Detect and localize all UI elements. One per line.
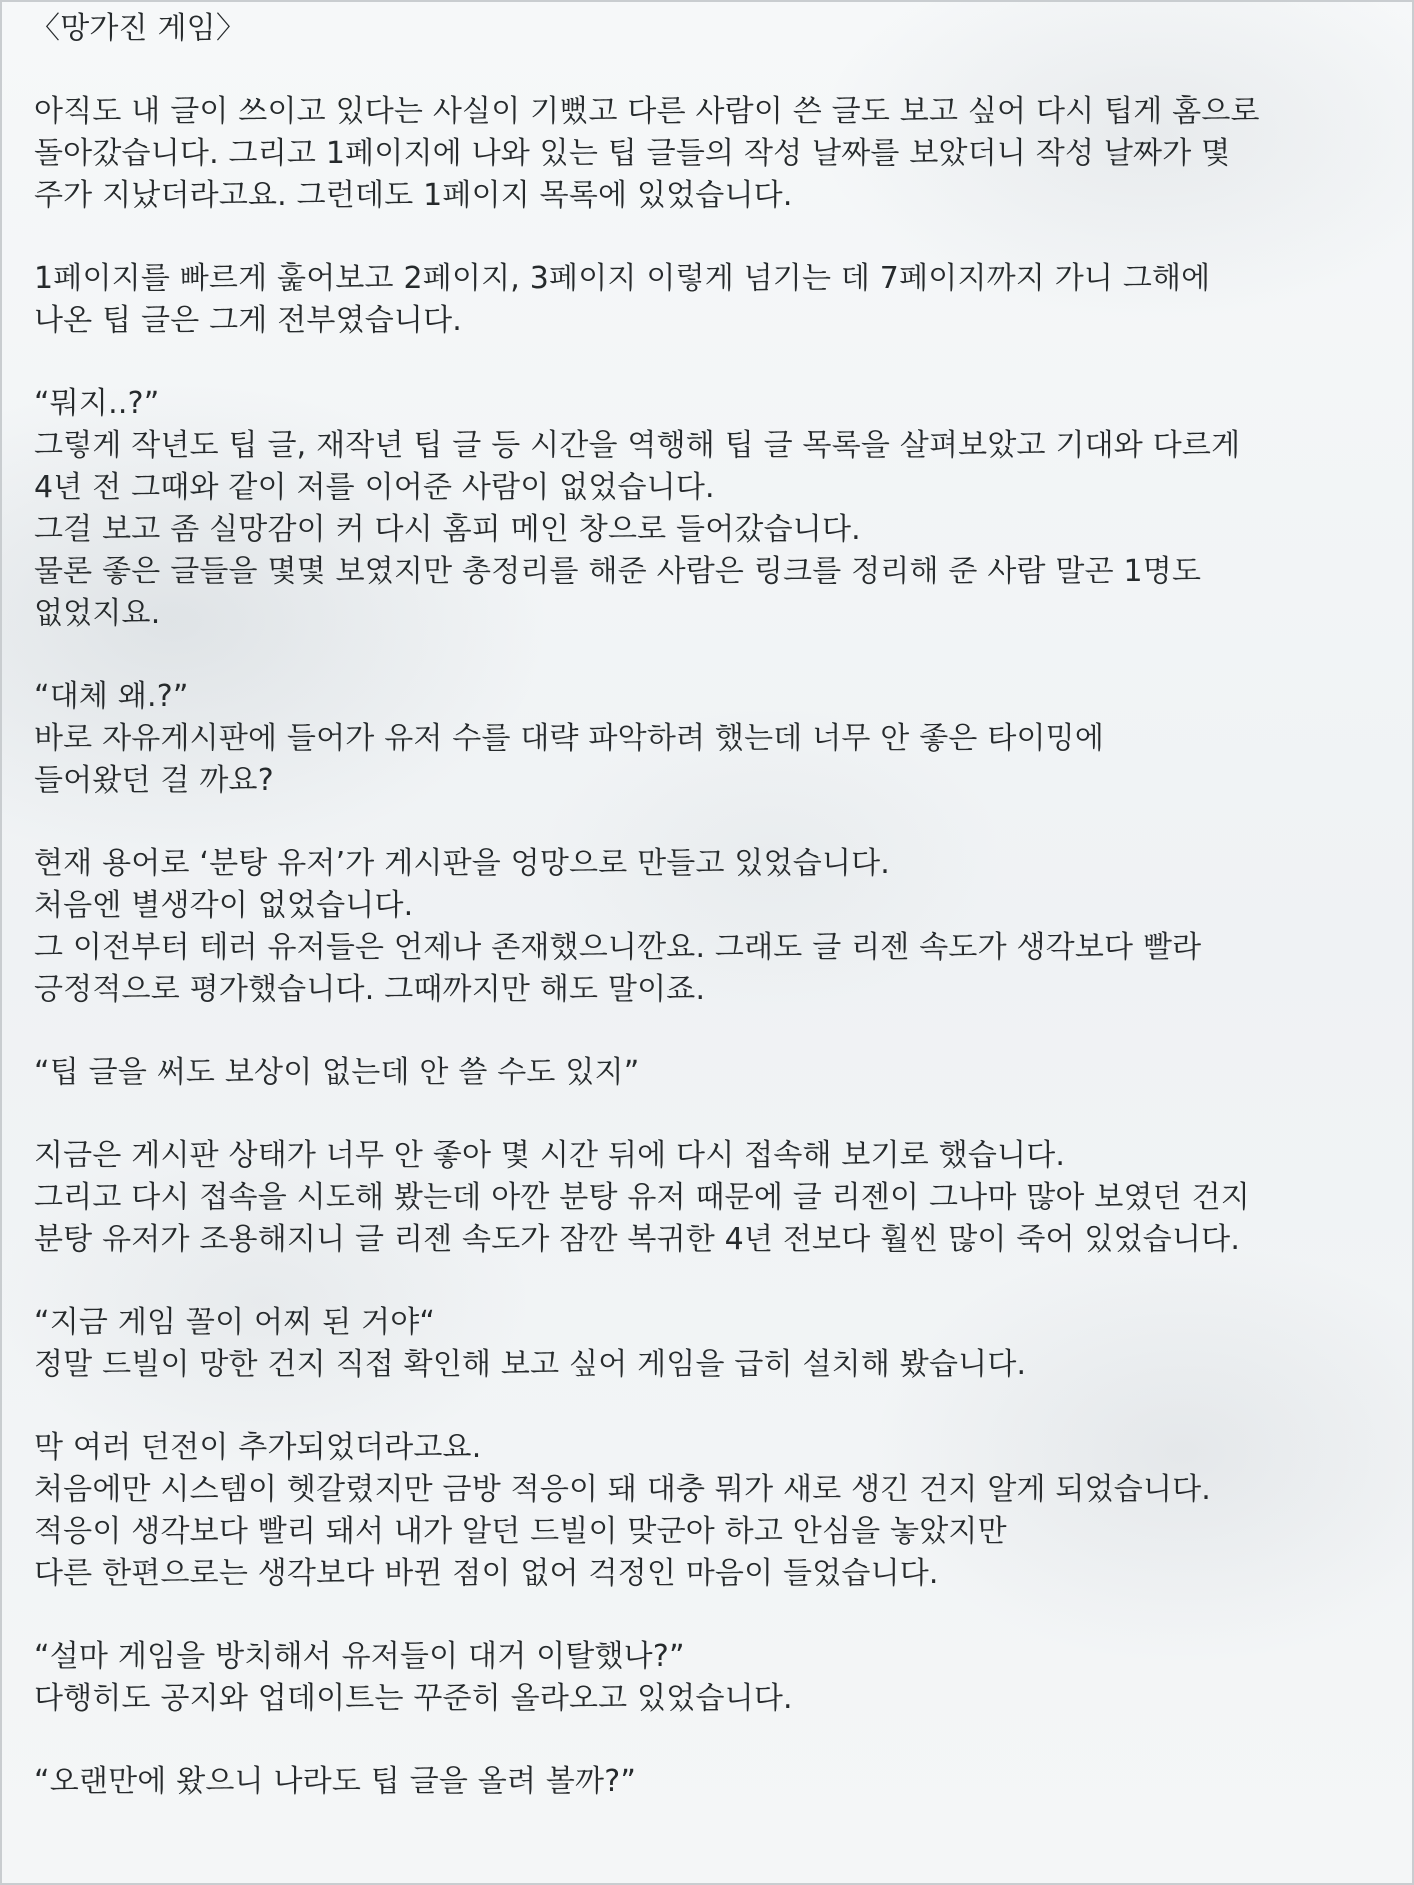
dialogue-line: “지금 게임 꼴이 어찌 된 거야“ — [34, 1305, 436, 1340]
text-line: 아직도 내 글이 쓰이고 있다는 사실이 기뻤고 다른 사람이 쓴 글도 보고 싶어 다시 팁게 홈으로 — [34, 94, 1260, 129]
paragraph — [34, 1761, 1394, 1803]
dialogue-line: “대체 왜.?” — [34, 679, 189, 714]
text-line: 그걸 보고 좀 실망감이 커 다시 홈피 메인 창으로 들어갔습니다. — [34, 512, 861, 547]
paragraph-gap — [34, 342, 1394, 383]
text-line: 다른 한편으로는 생각보다 바뀐 점이 없어 걱정인 마음이 들었습니다. — [34, 1556, 939, 1591]
dialogue-line: “뭐지..?” — [34, 386, 160, 421]
text-line: 1페이지를 빠르게 훑어보고 2페이지, 3페이지 이렇게 넘기는 데 7페이지까지 가니 그해에 — [34, 261, 1211, 296]
dialogue-line: “오랜만에 왔으니 나라도 팁 글을 올려 볼까?” — [34, 1764, 637, 1799]
story-text — [30, 8, 1394, 1803]
paragraph — [34, 383, 1394, 635]
paragraph-gap — [34, 217, 1394, 258]
text-line: 막 여러 던전이 추가되었더라고요. — [34, 1430, 482, 1465]
text-line: 4년 전 그때와 같이 저를 이어준 사람이 없었습니다. — [34, 470, 715, 505]
paragraph-gap — [34, 1720, 1394, 1761]
text-line: 긍정적으로 평가했습니다. 그때까지만 해도 말이죠. — [34, 972, 706, 1007]
dialogue-line: “팁 글을 써도 보상이 없는데 안 쓸 수도 있지” — [34, 1055, 640, 1090]
paragraph — [34, 258, 1394, 342]
paragraph-gap — [34, 1261, 1394, 1302]
text-line: 그리고 다시 접속을 시도해 봤는데 아깐 분탕 유저 때문에 글 리젠이 그나마 많아 보였던 건지 — [34, 1180, 1250, 1215]
text-line: 물론 좋은 글들을 몇몇 보였지만 총정리를 해준 사람은 링크를 정리해 준 사람 말곤 1명도 — [34, 554, 1202, 589]
text-line: 돌아갔습니다. 그리고 1페이지에 나와 있는 팁 글들의 작성 날짜를 보았더니 작성 날짜가 몇 — [34, 136, 1231, 171]
text-line: 현재 용어로 ‘분탕 유저’가 게시판을 엉망으로 만들고 있었습니다. — [34, 846, 891, 881]
text-line: 적응이 생각보다 빨리 돼서 내가 알던 드빌이 맞군아 하고 안심을 놓았지만 — [34, 1514, 1007, 1549]
paragraph-gap — [34, 635, 1394, 676]
paragraph-gap — [34, 1595, 1394, 1636]
text-line: 주가 지났더라고요. 그런데도 1페이지 목록에 있었습니다. — [34, 178, 793, 213]
text-line: 처음엔 별생각이 없었습니다. — [34, 888, 414, 923]
paragraph — [34, 1302, 1394, 1386]
paragraph-gap — [34, 1094, 1394, 1135]
story-title: 〈망가진 게임〉 — [30, 11, 247, 46]
paragraph-gap — [34, 1386, 1394, 1427]
text-line: 분탕 유저가 조용해지니 글 리젠 속도가 잠깐 복귀한 4년 전보다 훨씬 많이 죽어 있었습니다. — [34, 1222, 1241, 1257]
text-line: 바로 자유게시판에 들어가 유저 수를 대략 파악하려 했는데 너무 안 좋은 타이밍에 — [34, 721, 1105, 756]
text-line: 나온 팁 글은 그게 전부였습니다. — [34, 303, 463, 338]
paragraph-gap — [34, 50, 1394, 91]
paragraph — [34, 676, 1394, 802]
paragraph — [34, 91, 1394, 217]
text-line: 들어왔던 걸 까요? — [34, 763, 274, 798]
text-line: 다행히도 공지와 업데이트는 꾸준히 올라오고 있었습니다. — [34, 1681, 793, 1716]
paragraph — [34, 1052, 1394, 1094]
paragraph — [34, 843, 1394, 1011]
paragraph-gap — [34, 1011, 1394, 1052]
text-line: 그 이전부터 테러 유저들은 언제나 존재했으니깐요. 그래도 글 리젠 속도가 생각보다 빨라 — [34, 930, 1202, 965]
text-line: 정말 드빌이 망한 건지 직접 확인해 보고 싶어 게임을 급히 설치해 봤습니다. — [34, 1347, 1027, 1382]
text-line: 없었지요. — [34, 596, 161, 631]
text-line: 지금은 게시판 상태가 너무 안 좋아 몇 시간 뒤에 다시 접속해 보기로 했습니다. — [34, 1138, 1066, 1173]
paragraph — [34, 1636, 1394, 1720]
text-line: 처음에만 시스템이 헷갈렸지만 금방 적응이 돼 대충 뭐가 새로 생긴 건지 알게 되었습니다. — [34, 1472, 1212, 1507]
paragraph — [34, 1427, 1394, 1595]
paragraph — [34, 1135, 1394, 1261]
text-line: 그렇게 작년도 팁 글, 재작년 팁 글 등 시간을 역행해 팁 글 목록을 살펴보았고 기대와 다르게 — [34, 428, 1241, 463]
dialogue-line: “설마 게임을 방치해서 유저들이 대거 이탈했나?” — [34, 1639, 685, 1674]
paragraph-gap — [34, 802, 1394, 843]
